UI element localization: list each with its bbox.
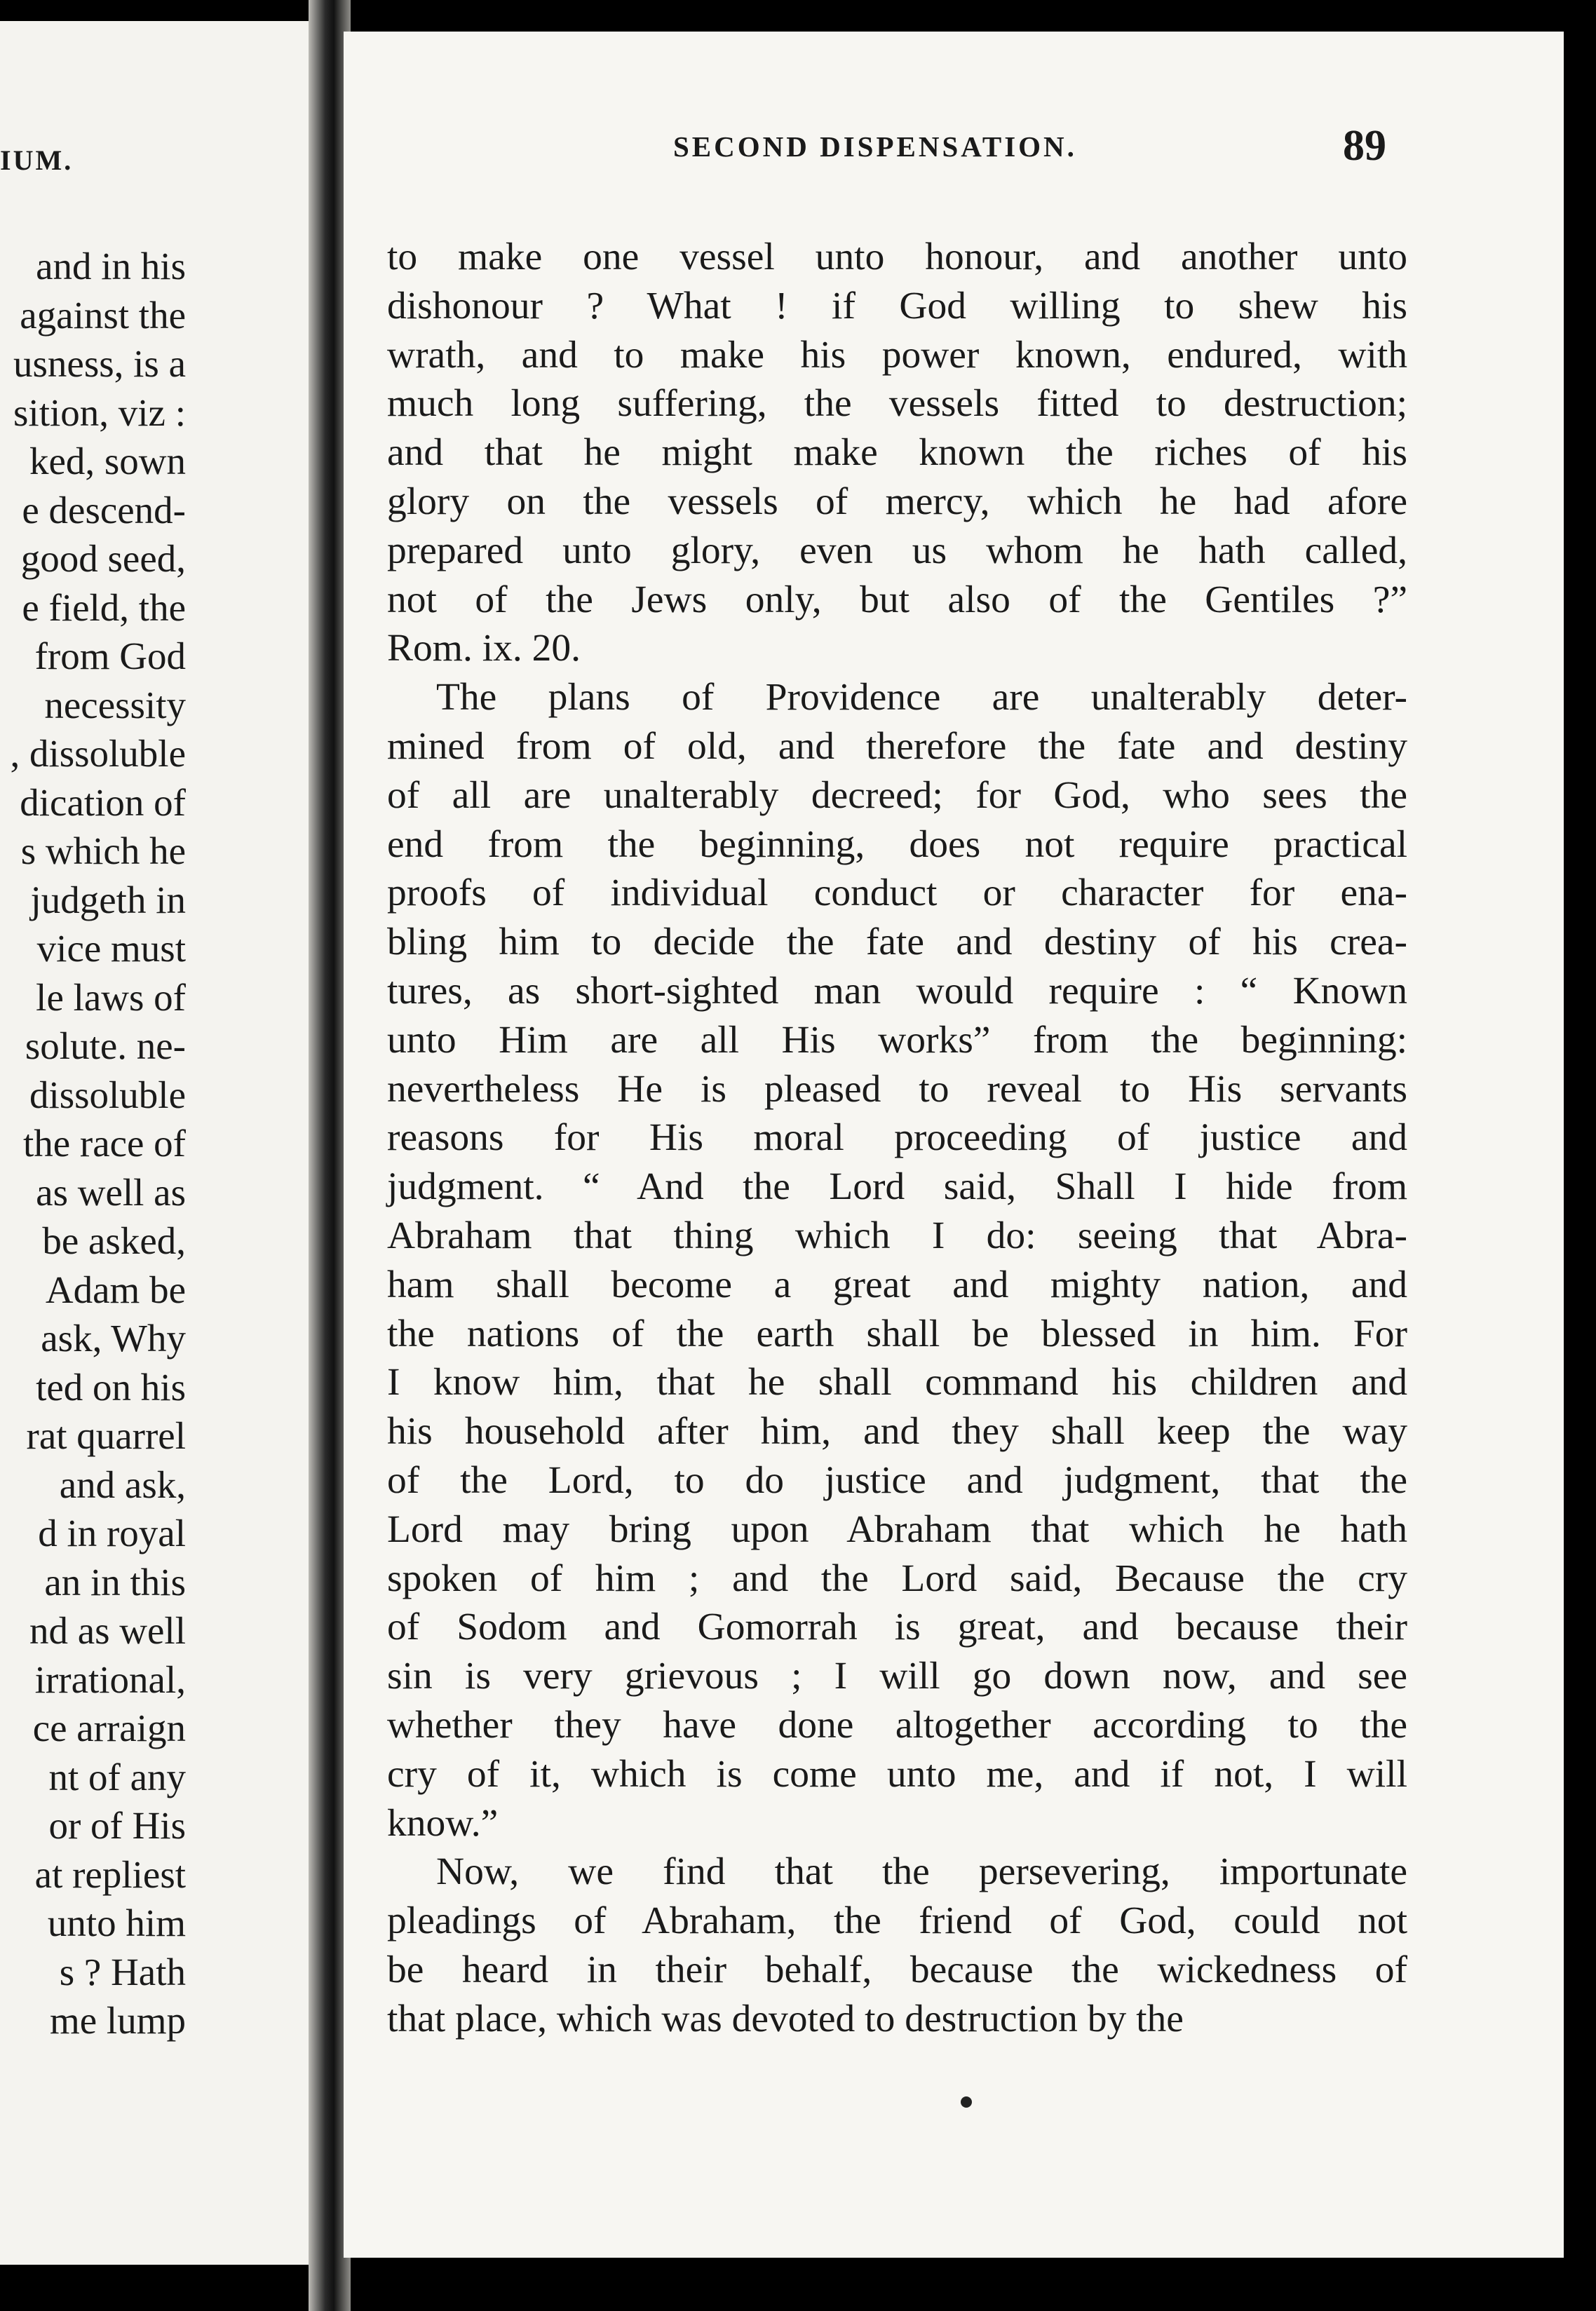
left-text-line: usness, is a [13,342,186,385]
text-line: and that he might make known the riches of his [387,431,1407,475]
body-text [387,233,1407,2043]
text-line: to make one vessel unto honour, and another unto [387,236,1407,278]
text-line: not of the Jews only, but also of the Gentiles ?” [387,578,1407,621]
text-line: I know him, that he shall command his children and [387,1361,1407,1404]
left-text-line: vice must [36,927,186,970]
right-page [344,32,1564,2258]
left-text-line: sition, viz : [13,391,186,434]
text-line: prepared unto glory, even us whom he hath called, [387,529,1407,572]
left-text-line: necessity [44,683,186,726]
text-line: the nations of the earth shall be blessed in him. For [387,1312,1407,1355]
left-text-line: at repliest [34,1852,186,1896]
text-line: of Sodom and Gomorrah is great, and because their [387,1606,1407,1649]
text-line: Rom. ix. 20. [387,627,581,670]
text-line: of the Lord, to do justice and judgment, that the [387,1458,1407,1502]
left-text-line: ce arraign [32,1707,186,1749]
left-text-line: me lump [49,1999,186,2042]
text-line: unto Him are all His works” from the beginning: [387,1018,1407,1062]
text-line: pleadings of Abraham, the friend of God, could not [387,1899,1407,1943]
left-text-line: s which he [20,829,186,872]
text-line: dishonour ? What ! if God willing to shew his [387,284,1407,327]
text-line: tures, as short-sighted man would require : “ Known [387,969,1407,1012]
text-line: whether they have done altogether according to the [387,1703,1407,1747]
left-text-line: s ? Hath [59,1950,186,1993]
text-line: reasons for His moral proceeding of justice and [387,1116,1407,1160]
left-text-line: against the [20,293,186,337]
left-text-line: and in his [36,245,186,287]
printer-mark [961,2096,972,2108]
text-line: much long suffering, the vessels fitted to destruction; [387,382,1407,426]
text-line: cry of it, which is come unto me, and if not, I will [387,1752,1407,1796]
left-text-line: irrational, [34,1658,186,1701]
text-line: judgment. “ And the Lord said, Shall I hide from [387,1165,1407,1209]
left-text-line: and ask, [59,1463,186,1506]
text-line: end from the beginning, does not require practical [387,822,1407,866]
left-text-line: judgeth in [30,878,186,921]
text-line: proofs of individual conduct or character for ena- [387,872,1407,915]
text-line: nevertheless He is pleased to reveal to His servants [387,1067,1407,1111]
left-page [0,21,326,2265]
left-text-line: ked, sown [29,440,186,482]
left-text-line: as well as [36,1170,186,1214]
left-page-text [0,242,186,2045]
left-text-line: solute. ne- [25,1024,186,1067]
text-line: wrath, and to make his power known, endured, with [387,333,1407,377]
text-line: bling him to decide the fate and destiny of his crea- [387,921,1407,964]
left-text-line: ask, Why [41,1317,186,1360]
running-head: SECOND DISPENSATION. [673,130,1077,163]
left-text-line: e field, the [22,585,186,629]
text-line: sin is very grievous ; I will go down now, and see [387,1655,1407,1698]
left-text-line: nd as well [29,1609,186,1652]
text-line: of all are unalterably decreed; for God, who sees the [387,773,1407,817]
page-number: 89 [1343,122,1386,170]
text-line: be heard in their behalf, because the wickedness of [387,1948,1407,1991]
text-line: Abraham that thing which I do: seeing that Abra- [387,1214,1407,1257]
left-text-line: or of His [48,1804,186,1847]
left-text-line: dication of [20,780,186,824]
text-line: glory on the vessels of mercy, which he had afore [387,480,1407,523]
left-text-line: ted on his [36,1365,186,1409]
left-text-line: le laws of [36,975,186,1019]
left-text-line: e descend- [22,488,186,531]
text-line: Now, we find that the persevering, importunate [436,1850,1407,1894]
left-text-line: Adam be [45,1268,186,1311]
left-text-line: be asked, [42,1219,186,1262]
left-text-line: unto him [47,1902,186,1944]
left-text-line: good seed, [20,537,186,580]
left-text-line: dissoluble [29,1073,186,1116]
text-line: his household after him, and they shall keep the way [387,1410,1407,1453]
left-text-line: d in royal [38,1512,186,1554]
left-text-line: the race of [22,1122,186,1165]
text-line: spoken of him ; and the Lord said, Because the cry [387,1557,1407,1600]
left-text-line: , dissoluble [10,732,186,775]
text-line: The plans of Providence are unalterably deter- [436,676,1407,719]
text-line: know.” [387,1801,499,1845]
left-text-line: rat quarrel [26,1414,186,1457]
left-text-line: nt of any [48,1755,186,1798]
text-line: ham shall become a great and mighty nation, and [387,1263,1407,1306]
left-text-line: an in this [44,1560,186,1604]
text-line: that place, which was devoted to destruction by the [387,1997,1184,2040]
left-text-line: from God [34,635,186,677]
left-running-head: IUM. [0,144,74,176]
text-line: mined from of old, and therefore the fate and destiny [387,724,1407,768]
text-line: Lord may bring upon Abraham that which he hath [387,1507,1407,1551]
